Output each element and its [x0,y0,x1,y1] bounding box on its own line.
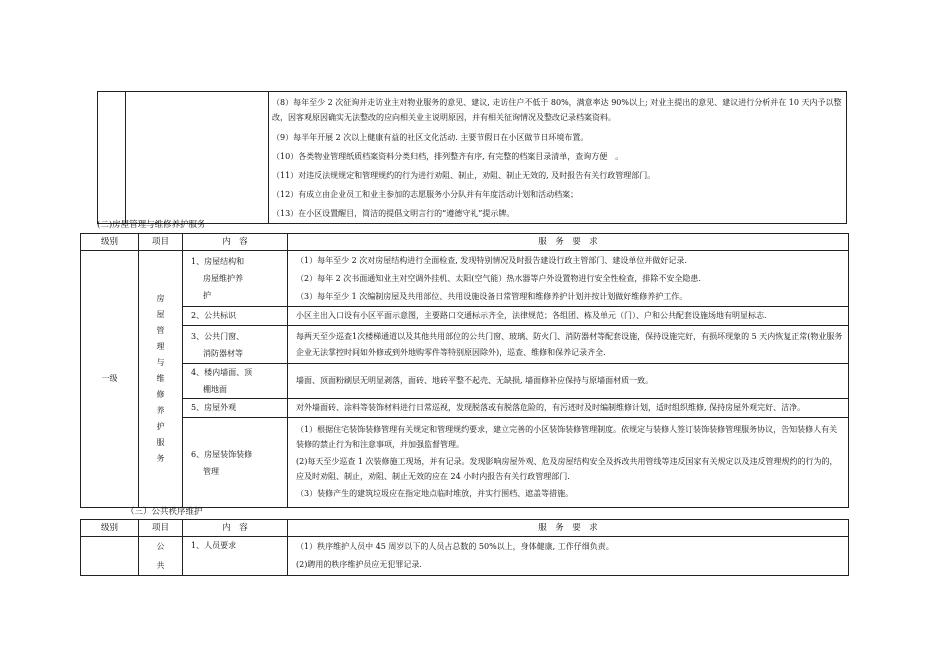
content-cell: 3、公共门窗、 消防器材等 [183,326,288,364]
header-requirements: 服 务 要 求 [288,234,849,251]
content-cell: 1、人员要求 [183,537,288,576]
public-order-table [80,519,849,576]
header-level: 级别 [81,520,139,537]
header-item: 项目 [139,520,183,537]
requirements-cell: 对外墙面砖、涂料等装饰材料进行日常巡视，发现脱落或有脱落危险的，有污迹时及时编制维修计划，适时组织维修, 保持房屋外观完好、洁净。 [288,399,849,418]
requirements-cell: 小区主出入口设有小区平面示意图，主要路口交通标示齐全，法律规范；各组团、栋及单元（门）、户和公共配套设施场地有明显标志. [288,307,849,326]
content-cell: 2、公共标识 [183,307,288,326]
requirement-item: （12）有成立由企业员工和业主参加的志愿服务小分队并有年度活动计划和活动档案； [272,190,579,199]
requirement-item: （13）在小区设置醒目，简洁的提倡文明言行的“遵德守礼”提示牌。 [272,209,515,218]
level-cell: 一级 [81,251,139,508]
requirement-item: （11）对违反法规规定和管理规约的行为进行劝阻、制止，劝阻、制止无效的, 及时报告有关行政管理部门。 [272,171,656,180]
header-item: 项目 [139,234,183,251]
requirements-cell: （1）根据住宅装饰装修管理有关规定和管理规约要求，建立完善的小区装饰装修管理制度。依规定与装修人签订装饰装修管理服务协议，告知装修人有关装修的禁止行为和注意事项，并加强监督管理。 (2)每天至少巡查 1 次装修施工现场，并有记录。发现影响房屋外观、危及房屋结构安全及拆改共用管线等违反国家有关规定以及违反管理规约的行为的，应及时劝阻、制止，劝阻、制止无效的应在 24 小时内报告有关行政管理部门. （3）装修产生的建筑垃圾应在指定地点临时堆放，并实行围档、遮盖等措施。 [288,418,849,508]
requirement-item: （8）每年至少 2 次征询并走访业主对物业服务的意见、建议, 走访住户不低于 80%，满意率达 90%以上; 对业主提出的意见、建议进行分析并在 10 天内予以整改，因客观原因确实无法整改的应向相关业主说明原因，并有相关征询情况及整改记录档案资料。 [272,98,842,122]
housing-maintenance-table [80,233,849,508]
content-cell: 4、楼内墙面、顶 棚地面 [183,364,288,399]
section-title: (二)房屋管理与维修养护服务 [97,220,206,230]
item-cell: 房 屋 管 理 与 维 修 养 护 服 务 [139,251,183,508]
item-cell: 公 共 [139,537,183,576]
table1-level-cell [98,92,126,224]
content-cell: 6、房屋装饰装修 管理 [183,418,288,508]
requirements-cell: 墙面、顶面粉刷层无明显剥落，面砖、地砖平整不起壳、无缺损, 墙面修补应保持与原墙面材质一致。 [288,364,849,399]
requirements-cell: （1）秩序维护人员中 45 周岁以下的人员占总数的 50%以上，身体健康, 工作仔细负责。 (2)聘用的秩序维护员应无犯罪记录. [288,537,849,576]
header-content: 内 容 [183,520,288,537]
section-title: （三）公共秩序维护 [126,507,203,517]
service-table-continued [97,91,847,224]
requirement-item: （9）每半年开展 2 次以上健康有益的社区文化活动. 主要节假日在小区做节日环境布置。 [272,133,589,142]
table1-item-cell [126,92,269,224]
content-cell: 1、房屋结构和 房屋维护养 护 [183,251,288,307]
header-requirements: 服 务 要 求 [288,520,849,537]
header-content: 内 容 [183,234,288,251]
content-cell: 5、房屋外观 [183,399,288,418]
requirements-cell: （1）每年至少 2 次对房屋结构进行全面检查, 发现特别情况及时报告建设行政主管部门、建设单位并做好记录. （2）每年 2 次书面通知业主对空调外挂机、太阳(空气能）热水器等户外设置物进行安全性检查，排除不安全隐患. （3）每年至少 1 次编制房屋及共用部位、共用设施设备日常管理和维修养护计划并按计划做好维修养护工作。 [288,251,849,307]
requirements-cell: 每两天至少巡查1次楼梯通道以及其他共用部位的公共门窗、玻璃、防火门、消防器材等配套设施，保持设施完好，有损坏现象的 5 天内恢复正常(物业服务企业无法掌控时间如外修或到外地购零件等特别原因除外)，巡查、维修和保养记录齐全. [288,326,849,364]
level-cell [81,537,139,576]
header-level: 级别 [81,234,139,251]
requirement-item: （10）各类物业管理纸质档案资料分类归档，排列整齐有序, 有完整的档案目录清单，查询方便 。 [272,152,624,161]
table1-requirements-cell [269,92,847,224]
